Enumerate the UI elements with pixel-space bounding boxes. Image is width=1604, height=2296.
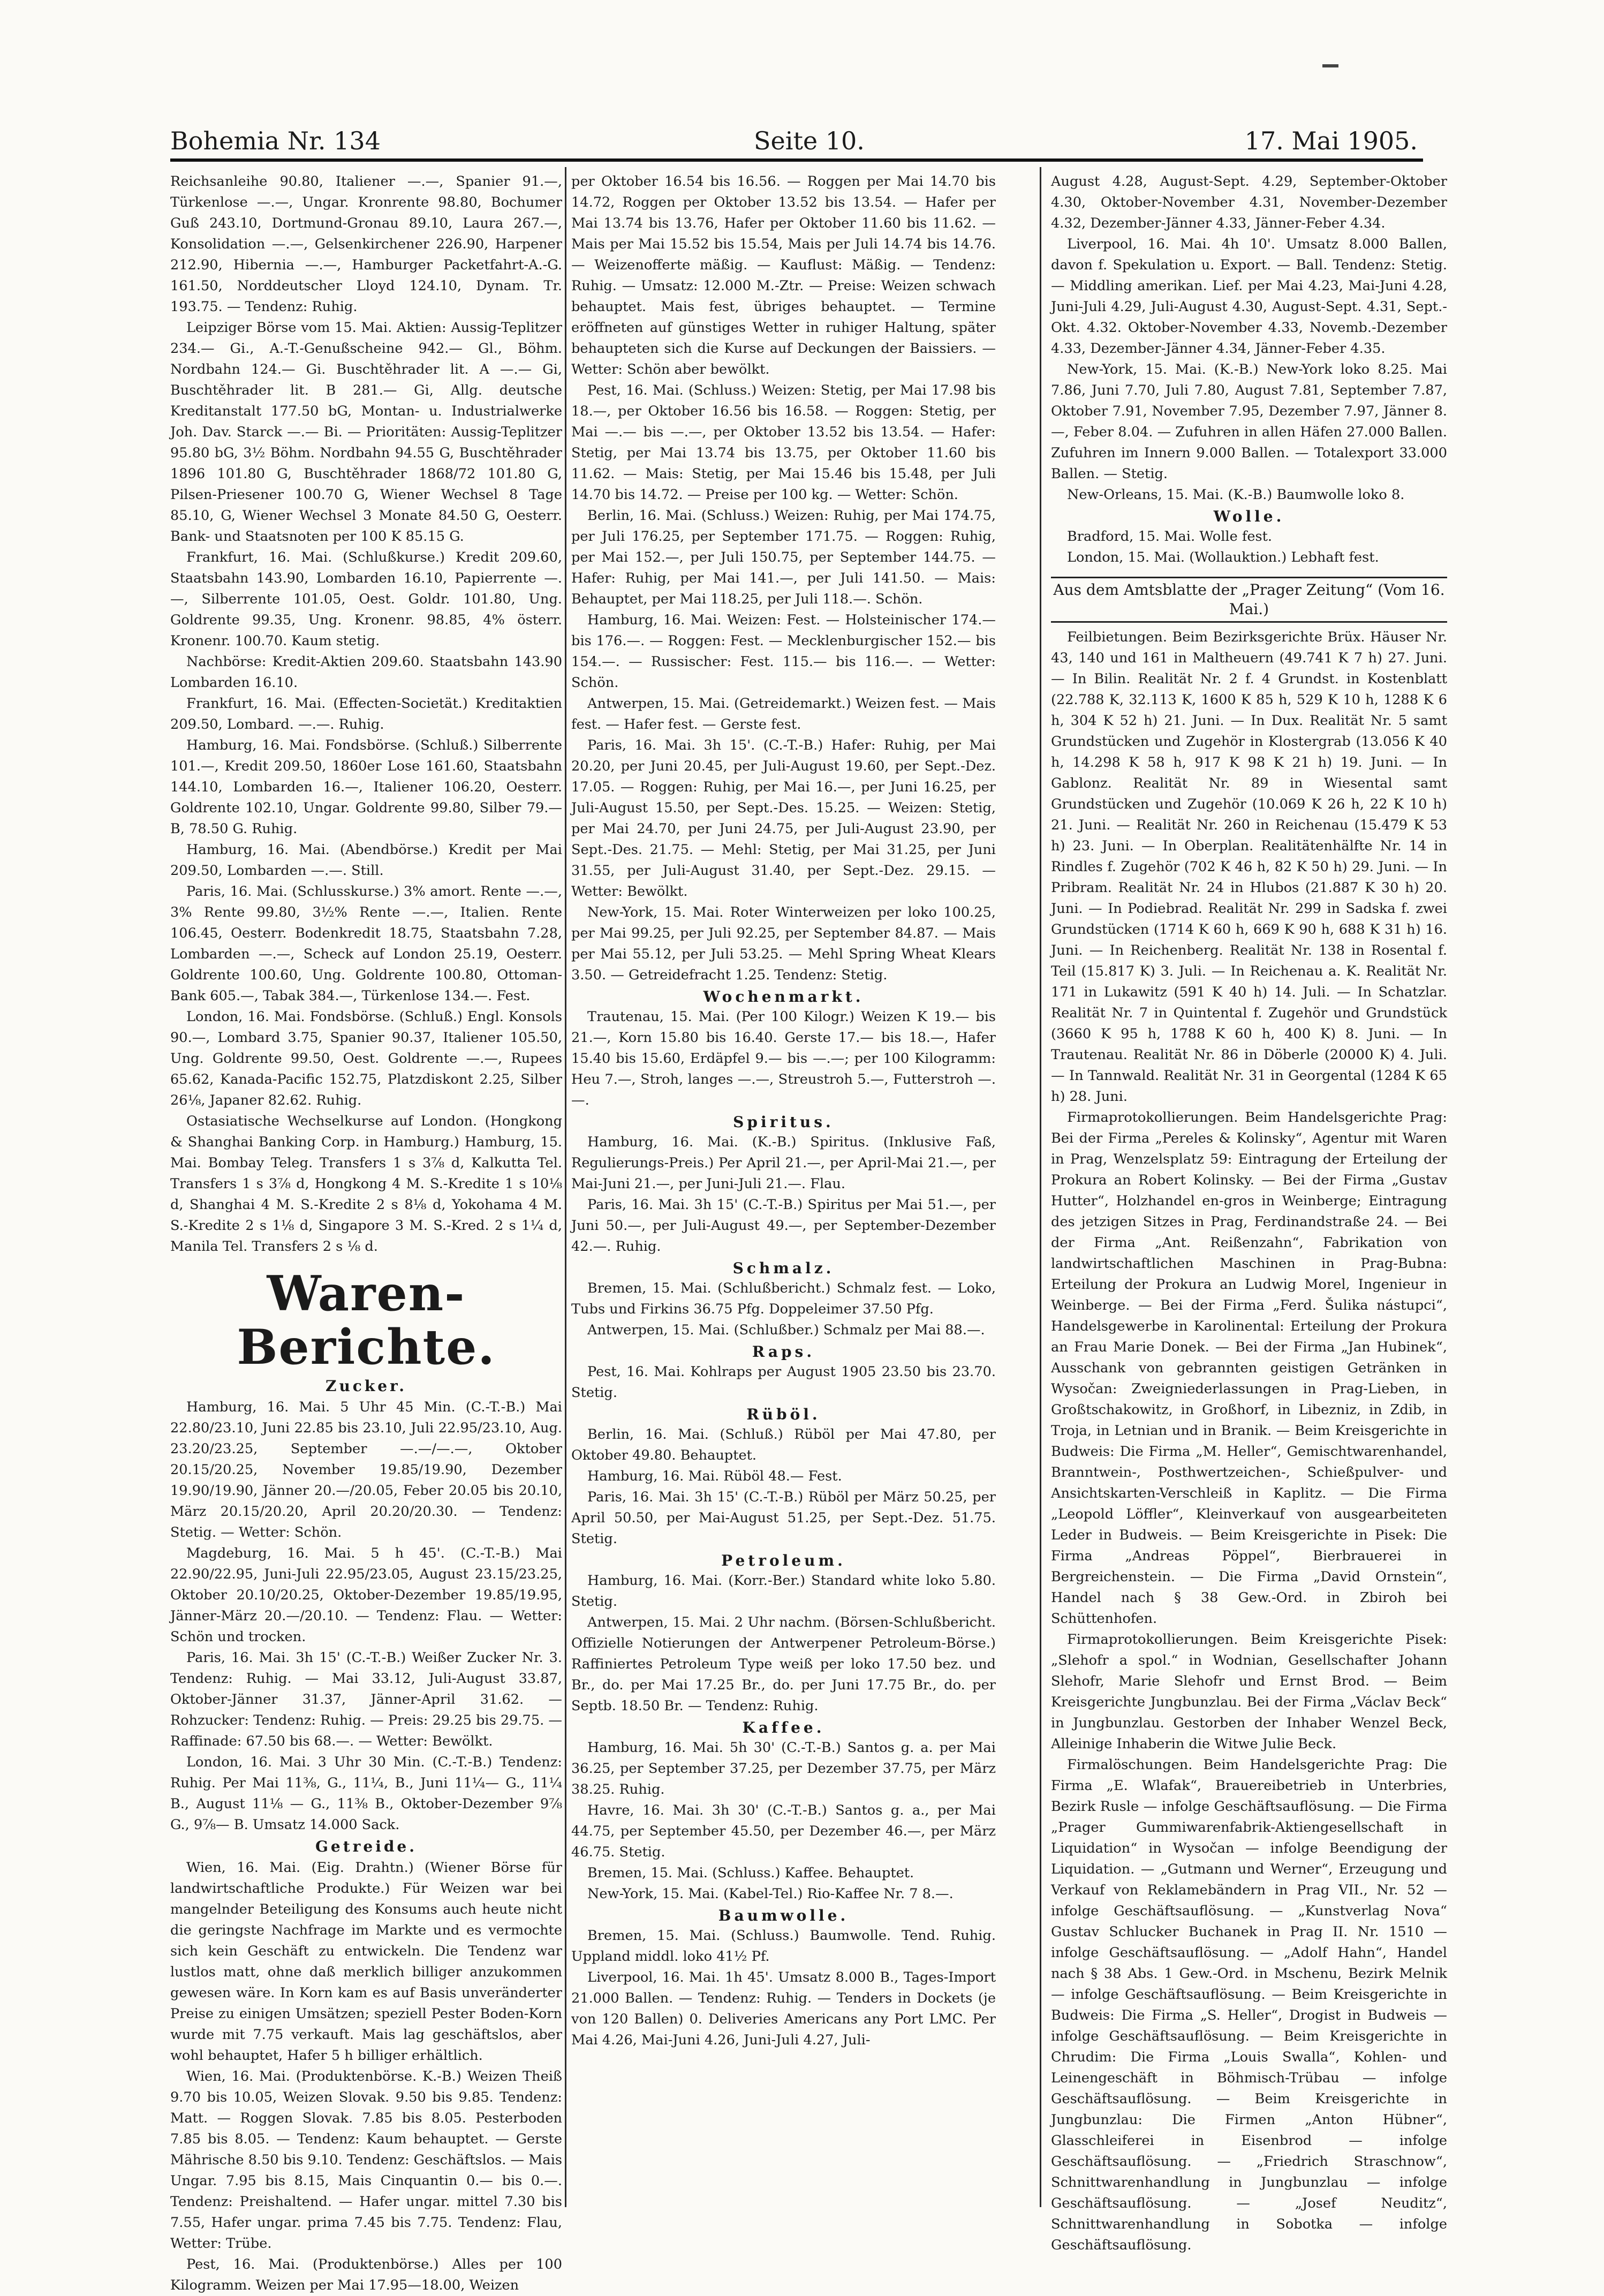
article-paragraph: Bremen, 15. Mai. (Schluss.) Kaffee. Behauptet.: [587, 1865, 914, 1881]
official-gazette-heading: Aus dem Amtsblatte der „Prager Zeitung“ (Vom 16. Mai.): [1051, 577, 1447, 623]
section-heading: Zucker.: [326, 1377, 407, 1395]
article-paragraph: Hamburg, 16. Mai. 5h 30' (C.-T.-B.) Santos g. a. per Mai 36.25, per September 37.25, per Dezember 37.75, per März 38.25. Ruhig.: [571, 1740, 996, 1797]
article-paragraph: Hamburg, 16. Mai. (Abendbörse.) Kredit per Mai 209.50, Lombarden —.—. Still.: [170, 842, 562, 879]
column-1: [170, 171, 562, 2293]
newspaper-title: Bohemia Nr. 134: [170, 126, 381, 155]
article-paragraph: August 4.28, August-Sept. 4.29, September-Oktober 4.30, Oktober-November 4.31, November-Dezember 4.32, Dezember-Jänner 4.33, Jänner-Feber 4.34.: [1051, 173, 1447, 231]
header-rule: [170, 158, 1423, 162]
article-paragraph: Pest, 16. Mai. (Produktenbörse.) Alles per 100 Kilogramm. Weizen per Mai 17.95—18.00, Weizen: [170, 2256, 562, 2293]
section-heading: Kaffee.: [742, 1719, 825, 1736]
article-paragraph: Paris, 16. Mai. 3h 15' (C.-T.-B.) Spiritus per Mai 51.—, per Juni 50.—, per Juli-August 49.—, per September-Dezember 42.—. Ruhig.: [571, 1197, 996, 1255]
issue-date: 17. Mai 1905.: [1244, 126, 1418, 155]
article-paragraph: Antwerpen, 15. Mai. (Schlußber.) Schmalz per Mai 88.—.: [587, 1322, 985, 1338]
article-paragraph: Hamburg, 16. Mai. 5 Uhr 45 Min. (C.-T.-B.) Mai 22.80/23.10, Juni 22.85 bis 23.10, Juli 22.95/23.10, Aug. 23.20/23.25, September —.—/—.—, Oktober 20.15/20.25, November 19.85/19.90, Dezember 19.90/19.90, Jänner 20.—/20.05, Feber 20.05 bis 20.10, März 20.15/20.20, April 20.20/20.30. — Tendenz: Stetig. — Wetter: Schön.: [170, 1399, 562, 1540]
section-title: Waren-Berichte.: [237, 1265, 496, 1376]
article-paragraph: New-York, 15. Mai. (Kabel-Tel.) Rio-Kaffee Nr. 7 8.—.: [587, 1886, 954, 1902]
article-paragraph: Hamburg, 16. Mai. (Korr.-Ber.) Standard white loko 5.80. Stetig.: [571, 1573, 996, 1610]
article-paragraph: per Oktober 16.54 bis 16.56. — Roggen per Mai 14.70 bis 14.72, Roggen per Oktober 13.52 bis 13.54. — Hafer per Mai 13.74 bis 13.76, Hafer per Oktober 11.60 bis 11.62. — Mais per Mai 15.52 bis 15.54, Mais per Juli 14.74 bis 14.76. — Weizenofferte mäßig. — Kauflust: Mäßig. — Tendenz: Ruhig. — Umsatz: 12.000 M.-Ztr. — Preise: Weizen schwach behauptet. Mais fest, übriges behauptet. — Termine eröffneten auf günstiges Wetter in ruhiger Haltung, später behaupteten sich die Kurse auf Deckungen der Baissiers. — Wetter: Schön aber bewölkt.: [571, 173, 996, 377]
article-paragraph: Firmaprotokollierungen. Beim Handelsgerichte Prag: Bei der Firma „Pereles & Kolinsky“, Agentur mit Waren in Prag, Wenzelsplatz 59: Eintragung der Erteilung der Prokura an Robert Kolinsky. — Bei der Firma „Gustav Hutter“, Holzhandel en-gros in Weinberge; Eintragung des jetzigen Sitzes in Prag, Ferdinandstraße 24. — Bei der Firma „Ant. Reißenzahn“, Fabrikation von landwirtschaftlichen Maschinen in Prag-Bubna: Erteilung der Prokura an Ludwig Morel, Ingenieur in Weinberge. — Bei der Firma „Ferd. Šulika nástupci“, Handelsgewerbe in Karolinental: Erteilung der Prokura an Frau Marie Donek. — Bei der Firma „Jan Hubinek“, Ausschank von gebrannten geistigen Getränken in Wysočan: Zweigniederlassungen in Prag-Lieben, in Großtschakowitz, in Großhorf, in Libezniz, in Zdib, in Troja, in Letnian und in Branik. — Beim Kreisgerichte in Budweis: Die Firma „M. Heller“, Gemischtwarenhandel, Branntwein-, Posthwertzeichen-, Schießpulver- und Ansichtskarten-Verschleiß in Kaplitz. — Die Firma „Leopold Löffler“, Kleinverkauf von ausgearbeiteten Leder in Budweis. — Beim Kreisgerichte in Pisek: Die Firma „Andreas Pöppel“, Bierbrauerei in Bergreichenstein. — Die Firma „David Ornstein“, Handel nach § 38 Gew.-Ord. in Zbiroh bei Schüttenhofen.: [1051, 1109, 1447, 1627]
article-paragraph: Leipziger Börse vom 15. Mai. Aktien: Aussig-Teplitzer 234.— Gi., A.-T.-Genußscheine 942.— Gl., Böhm. Nordbahn 124.— Gi. Buschtěhrader lit. A —.— Gi, Buschtěhrader lit. B 281.— Gi, Allg. deutsche Kreditanstalt 177.50 bG, Montan- u. Industrialwerke Joh. Dav. Starck —.— Bi. — Prioritäten: Aussig-Teplitzer 95.80 bG, 3½ Böhm. Nordbahn 94.55 G, Buschtěhrader 1896 101.80 G, Buschtěhrader 1868/72 101.80 G, Pilsen-Priesener 100.70 G, Wiener Wechsel 8 Tage 85.10, G, Wiener Wechsel 3 Monate 84.50 G, Oesterr. Bank- und Staatsnoten per 100 K 85.15 G.: [170, 320, 562, 545]
article-paragraph: Hamburg, 16. Mai. Weizen: Fest. — Holsteinischer 174.— bis 176.—. — Roggen: Fest. — Mecklenburgischer 152.— bis 154.—. — Russischer: Fest. 115.— bis 116.—. — Wetter: Schön.: [571, 612, 996, 691]
article-paragraph: Ostasiatische Wechselkurse auf London. (Hongkong & Shanghai Banking Corp. in Hamburg.) Hamburg, 15. Mai. Bombay Teleg. Transfers 1 s 3⅞ d, Kalkutta Tel. Transfers 1 s 3⅞ d, Hongkong 4 M. S.-Kredite 1 s 10⅛ d, Shanghai 4 M. S.-Kredite 2 s 8⅛ d, Yokohama 4 M. S.-Kredite 2 s 1⅛ d, Singapore 3 M. S.-Kred. 2 s 1¼ d, Manila Tel. Transfers 2 s ⅛ d.: [170, 1113, 562, 1255]
article-paragraph: Trautenau, 15. Mai. (Per 100 Kilogr.) Weizen K 19.— bis 21.—, Korn 15.80 bis 16.40. Gerste 17.— bis 18.—, Hafer 15.40 bis 15.60, Erdäpfel 9.— bis —.—; per 100 Kilogramm: Heu 7.—, Stroh, langes —.—, Streustroh 5.—, Futterstroh —.—.: [571, 1009, 996, 1108]
article-paragraph: Wien, 16. Mai. (Eig. Drahtn.) (Wiener Börse für landwirtschaftliche Produkte.) Für Weizen war bei mangelnder Beteiligung des Konsums auch heute nicht die geringste Nachfrage im Markte und es vermochte sich kein Geschäft zu entwickeln. Die Tendenz war lustlos matt, ohne daß merklich billiger anzukommen gewesen wäre. In Korn kam es auf Basis unveränderter Preise zu einigen Umsätzen; speziell Pester Boden-Korn wurde mit 7.75 verkauft. Mais lag geschäftslos, aber wohl behauptet, Hafer 5 h billiger erhältlich.: [170, 1860, 562, 2064]
section-heading: Baumwolle.: [718, 1907, 849, 1924]
article-paragraph: New-York, 15. Mai. Roter Winterweizen per loko 100.25, per Mai 99.25, per Juli 92.25, per September 84.87. — Mais per Mai 55.12, per Juli 53.25. — Mehl Spring Wheat Klears 3.50. — Getreidefracht 1.25. Tendenz: Stetig.: [571, 904, 996, 983]
article-paragraph: Berlin, 16. Mai. (Schluß.) Rüböl per Mai 47.80, per Oktober 49.80. Behauptet.: [571, 1426, 996, 1463]
article-paragraph: Bremen, 15. Mai. (Schlußbericht.) Schmalz fest. — Loko, Tubs und Firkins 36.75 Pfg. Doppeleimer 37.50 Pfg.: [571, 1280, 996, 1317]
article-paragraph: Havre, 16. Mai. 3h 30' (C.-T.-B.) Santos g. a., per Mai 44.75, per September 45.50, per Dezember 46.—, per März 46.75. Stetig.: [571, 1802, 996, 1860]
article-paragraph: Feilbietungen. Beim Bezirksgerichte Brüx. Häuser Nr. 43, 140 und 161 in Maltheuern (49.741 K 7 h) 27. Juni. — In Bilin. Realität Nr. 2 f. 4 Grundst. in Kostenblatt (22.788 K, 32.113 K, 1600 K 85 h, 529 K 10 h, 1288 K 6 h, 304 K 52 h) 21. Juni. — In Dux. Realität Nr. 5 samt Grundstücken und Zugehör in Klostergrab (13.056 K 40 h, 14.298 K 58 h, 917 K 98 K 21 h) 19. Juni. — In Gablonz. Realität Nr. 89 in Wiesental samt Grundstücken und Zugehör (10.069 K 26 h, 22 K 10 h) 21. Juni. — Realität Nr. 260 in Reichenau (15.479 K 53 h) 23. Juni. — In Oberplan. Realitätenhälfte Nr. 14 in Rindles f. Zugehör (702 K 46 h, 82 K 50 h) 29. Juni. — In Pribram. Realität Nr. 24 in Hlubos (21.887 K 30 h) 20. Juni. — In Podiebrad. Realität Nr. 299 in Sadska f. zwei Grundstücken (1714 K 60 h, 669 K 90 h, 688 K 31 h) 16. Juni. — In Reichenberg. Realität Nr. 138 in Rosental f. Teil (15.817 K) 3. Juli. — In Reichenau a. K. Realität Nr. 171 in Lukawitz (591 K 40 h) 14. Juli. — In Schatzlar. Realität Nr. 7 in Quintental f. Zugehör und Grundstück (3660 K 95 h, 1788 K 60 h, 400 K) 8. Juni. — In Trautenau. Realität Nr. 86 in Döberle (20000 K) 4. Juli. — In Tannwald. Realität Nr. 31 in Georgental (1284 K 65 h) 28. Juni.: [1051, 629, 1447, 1105]
article-paragraph: London, 16. Mai. Fondsbörse. (Schluß.) Engl. Konsols 90.—, Lombard 3.75, Spanier 90.37, Italiener 105.50, Ung. Goldrente 99.50, Oest. Goldrente —.—, Rupees 65.62, Kanada-Pacific 152.75, Platzdiskont 2.25, Silber 26⅛, Japaner 82.62. Ruhig.: [170, 1009, 562, 1108]
section-heading: Rüböl.: [746, 1406, 821, 1423]
article-paragraph: Paris, 16. Mai. 3h 15' (C.-T.-B.) Rüböl per März 50.25, per April 50.50, per Mai-August 51.25, per Sept.-Dez. 51.75. Stetig.: [571, 1489, 996, 1547]
column-2: [571, 171, 996, 2206]
article-paragraph: Paris, 16. Mai. 3h 15'. (C.-T.-B.) Hafer: Ruhig, per Mai 20.20, per Juni 20.45, per Juli-August 19.60, per Sept.-Dez. 17.05. — Roggen: Ruhig, per Mai 16.—, per Juni 16.25, per Juli-August 15.50, per Sept.-Des. 15.25. — Weizen: Stetig, per Mai 24.70, per Juni 24.75, per Juli-August 23.90, per Sept.-Des. 21.75. — Mehl: Stetig, per Mai 31.25, per Juni 31.55, per Juli-August 31.40, per Sept.-Dez. 29.15. — Wetter: Bewölkt.: [571, 737, 996, 900]
column-3: [1051, 171, 1447, 2253]
article-paragraph: London, 16. Mai. 3 Uhr 30 Min. (C.-T.-B.) Tendenz: Ruhig. Per Mai 11⅜, G., 11¼, B., Juni 11¼— G., 11¼ B., August 11⅛ — G., 11⅜ B., Oktober-Dezember 9⅞ G., 9⅞— B. Umsatz 14.000 Sack.: [170, 1754, 562, 1833]
article-paragraph: Wien, 16. Mai. (Produktenbörse. K.-B.) Weizen Theiß 9.70 bis 10.05, Weizen Slovak. 9.50 bis 9.85. Tendenz: Matt. — Roggen Slovak. 7.85 bis 8.05. Pesterboden 7.85 bis 8.05. — Tendenz: Kaum behauptet. — Gerste Mährische 8.50 bis 9.10. Tendenz: Geschäftslos. — Mais Ungar. 7.95 bis 8.15, Mais Cinquantin 0.— bis 0.—. Tendenz: Preishaltend. — Hafer ungar. mittel 7.30 bis 7.55, Hafer ungar. prima 7.45 bis 7.75. Tendenz: Flau, Wetter: Trübe.: [170, 2068, 562, 2252]
article-paragraph: Nachbörse: Kredit-Aktien 209.60. Staatsbahn 143.90 Lombarden 16.10.: [170, 654, 562, 691]
article-paragraph: Reichsanleihe 90.80, Italiener —.—, Spanier 91.—, Türkenlose —.—, Ungar. Kronrente 98.80, Bochumer Guß 243.10, Dortmund-Gronau 89.10, Laura 267.—, Konsolidation —.—, Gelsenkirchener 226.90, Harpener 212.90, Hibernia —.—, Hamburger Packetfahrt-A.-G. 161.50, Norddeutscher Lloyd 124.10, Dynam. Tr. 193.75. — Tendenz: Ruhig.: [170, 173, 562, 315]
article-paragraph: Hamburg, 16. Mai. (K.-B.) Spiritus. (Inklusive Faß, Regulierungs-Preis.) Per April 21.—, per April-Mai 21.—, per Mai-Juni 21.—, per Juni-Juli 21.—. Flau.: [571, 1134, 996, 1192]
page-number: Seite 10.: [754, 126, 865, 155]
article-paragraph: Hamburg, 16. Mai. Fondsbörse. (Schluß.) Silberrente 101.—, Kredit 209.50, 1860er Lose 161.60, Staatsbahn 144.10, Lombarden 16.—, Italiener 106.20, Oesterr. Goldrente 102.10, Ungar. Goldrente 99.80, Silber 79.— B, 78.50 G. Ruhig.: [170, 737, 562, 837]
column-divider: [565, 167, 566, 2207]
section-heading: Raps.: [752, 1343, 815, 1361]
article-paragraph: Magdeburg, 16. Mai. 5 h 45'. (C.-T.-B.) Mai 22.90/22.95, Juni-Juli 22.95/23.05, August 23.15/23.25, Oktober 20.10/20.25, Oktober-Dezember 19.85/19.95, Jänner-März 20.—/20.10. — Tendenz: Flau. — Wetter: Schön und trocken.: [170, 1545, 562, 1645]
article-paragraph: Paris, 16. Mai. (Schlusskurse.) 3% amort. Rente —.—, 3% Rente 99.80, 3½% Rente —.—, Italien. Rente 106.45, Oesterr. Bodenkredit 18.75, Staatsbahn 7.28, Lombarden —.—, Scheck auf London 25.19, Oesterr. Goldrente 100.60, Ung. Goldrente 100.80, Ottoman-Bank 605.—, Tabak 384.—, Türkenlose 134.—. Fest.: [170, 883, 562, 1004]
article-paragraph: Frankfurt, 16. Mai. (Schlußkurse.) Kredit 209.60, Staatsbahn 143.90, Lombarden 16.10, Papierrente —.—, Silberrente 101.05, Oest. Goldr. 101.80, Ung. Goldrente 99.35, Ung. Kronenr. 98.85, 4% österr. Kronenr. 100.70. Kaum stetig.: [170, 549, 562, 649]
article-paragraph: Hamburg, 16. Mai. Rüböl 48.— Fest.: [587, 1468, 842, 1484]
article-paragraph: Berlin, 16. Mai. (Schluss.) Weizen: Ruhig, per Mai 174.75, per Juli 176.25, per September 171.75. — Roggen: Ruhig, per Mai 152.—, per Juli 150.75, per September 144.75. — Hafer: Ruhig, per Mai 141.—, per Juli 141.50. — Mais: Behauptet, per Mai 118.25, per Juli 118.—. Schön.: [571, 508, 996, 607]
article-paragraph: London, 15. Mai. (Wollauktion.) Lebhaft fest.: [1067, 549, 1379, 565]
article-paragraph: New-York, 15. Mai. (K.-B.) New-York loko 8.25. Mai 7.86, Juni 7.70, Juli 7.80, August 7.81, September 7.87, Oktober 7.91, November 7.95, Dezember 7.97, Jänner 8.—, Feber 8.04. — Zufuhren in allen Häfen 27.000 Ballen. Zufuhren im Innern 9.000 Ballen. — Totalexport 33.000 Ballen. — Stetig.: [1051, 361, 1447, 482]
article-paragraph: New-Orleans, 15. Mai. (K.-B.) Baumwolle loko 8.: [1067, 487, 1405, 503]
article-paragraph: Pest, 16. Mai. (Schluss.) Weizen: Stetig, per Mai 17.98 bis 18.—, per Oktober 16.56 bis 16.58. — Roggen: Stetig, per Mai —.— bis —.—, per Oktober 13.52 bis 13.54. — Hafer: Stetig, per Mai 13.74 bis 13.75, per Oktober 11.60 bis 11.62. — Mais: Stetig, per Mai 15.46 bis 15.48, per Juli 14.70 bis 14.72. — Preise per 100 kg. — Wetter: Schön.: [571, 382, 996, 503]
article-paragraph: Antwerpen, 15. Mai. 2 Uhr nachm. (Börsen-Schlußbericht. Offizielle Notierungen der Antwerpener Petroleum-Börse.) Raffiniertes Petroleum Type weiß per loko 17.50 bez. und Br., do. per Mai 17.25 Br., do. per Juni 17.75 Br., do. per Septb. 18.50 Br. — Tendenz: Ruhig.: [571, 1614, 996, 1714]
section-heading: Spiritus.: [733, 1113, 834, 1131]
article-paragraph: Bradford, 15. Mai. Wolle fest.: [1067, 528, 1273, 545]
article-paragraph: Antwerpen, 15. Mai. (Getreidemarkt.) Weizen fest. — Mais fest. — Hafer fest. — Gerste fest.: [571, 696, 996, 732]
article-paragraph: Liverpool, 16. Mai. 4h 10'. Umsatz 8.000 Ballen, davon f. Spekulation u. Export. — Ball. Tendenz: Stetig. — Middling amerikan. Lief. per Mai 4.23, Mai-Juni 4.28, Juni-Juli 4.29, Juli-August 4.30, August-Sept. 4.31, Sept.-Okt. 4.32. Oktober-November 4.33, Novemb.-Dezember 4.33, Dezember-Jänner 4.34, Jänner-Feber 4.35.: [1051, 236, 1447, 357]
article-paragraph: Frankfurt, 16. Mai. (Effecten-Societät.) Kreditaktien 209.50, Lombard. —.—. Ruhig.: [170, 696, 562, 732]
section-heading: Getreide.: [315, 1838, 417, 1855]
article-paragraph: Firmaprotokollierungen. Beim Kreisgerichte Pisek: „Slehofr a spol.“ in Wodnian, Gesellschafter Johann Slehofr, Marie Slehofr und Ernst Brod. — Beim Kreisgerichte Jungbunzlau. Bei der Firma „Václav Beck“ in Jungbunzlau. Gestorben der Inhaber Wenzel Beck, Alleinige Inhaberin die Witwe Julie Beck.: [1051, 1632, 1447, 1752]
article-paragraph: Paris, 16. Mai. 3h 15' (C.-T.-B.) Weißer Zucker Nr. 3. Tendenz: Ruhig. — Mai 33.12, Juli-August 33.87, Oktober-Jänner 31.37, Jänner-April 31.62. — Rohzucker: Tendenz: Ruhig. — Preis: 29.25 bis 29.75. — Raffinade: 67.50 bis 68.—. — Wetter: Bewölkt.: [170, 1650, 562, 1749]
section-heading: Wochenmarkt.: [703, 988, 864, 1006]
section-heading: Petroleum.: [721, 1552, 846, 1569]
column-divider: [1040, 167, 1041, 2207]
article-paragraph: Pest, 16. Mai. Kohlraps per August 1905 23.50 bis 23.70. Stetig.: [571, 1364, 996, 1401]
article-paragraph: Bremen, 15. Mai. (Schluss.) Baumwolle. Tend. Ruhig. Uppland middl. loko 41½ Pf.: [571, 1928, 996, 1965]
section-heading: Wolle.: [1213, 508, 1285, 525]
section-heading: Schmalz.: [732, 1259, 835, 1277]
article-paragraph: Liverpool, 16. Mai. 1h 45'. Umsatz 8.000 B., Tages-Import 21.000 Ballen. — Tendenz: Ruhig. — Tenders in Dockets (je von 120 Ballen) 0. Deliveries Americans any Port LMC. Per Mai 4.26, Mai-Juni 4.26, Juni-Juli 4.27, Juli-: [571, 1969, 996, 2048]
page-mark: [1322, 64, 1338, 67]
article-paragraph: Firmalöschungen. Beim Handelsgerichte Prag: Die Firma „E. Wlafak“, Brauereibetrieb in Unterbries, Bezirk Rusle — infolge Geschäftsauflösung. — Die Firma „Prager Gummiwarenfabrik-Aktiengesellschaft in Liquidation“ in Wysočan — infolge Beendigung der Liquidation. — „Gutmann und Werner“, Erzeugung und Verkauf von Reklamebändern in Prag VII., Nr. 52 — infolge Geschäftsauflösung. — „Kunstverlag Nova“ Gustav Schlucker Buchanek in Prag II. Nr. 1510 — infolge Geschäftsauflösung. — „Adolf Hahn“, Handel nach § 38 Abs. 1 Gew.-Ord. in Mschenu, Bezirk Melnik — infolge Geschäftsauflösung. — Beim Kreisgerichte in Budweis: Die Firma „S. Heller“, Drogist in Budweis — infolge Geschäftsauflösung. — Beim Kreisgerichte in Chrudim: Die Firma „Louis Swalla“, Kohlen- und Leinengeschäft in Böhmisch-Trübau — infolge Geschäftsauflösung. — Beim Kreisgerichte in Jungbunzlau: Die Firmen „Anton Hübner“, Glasschleiferei in Eisenbrod — infolge Geschäftsauflösung. — „Friedrich Straschnow“, Schnittwarenhandlung in Jungbunzlau — infolge Geschäftsauflösung. — „Josef Neuditz“, Schnittwarenhandlung in Sobotka — infolge Geschäftsauflösung.: [1051, 1757, 1447, 2253]
